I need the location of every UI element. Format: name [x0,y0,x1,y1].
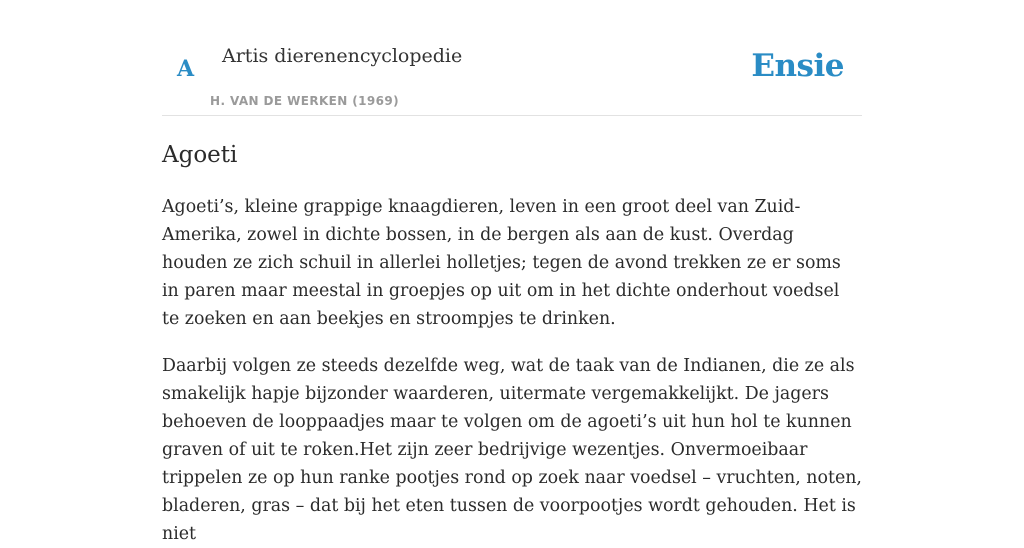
article-page [162,0,862,548]
article-paragraph: Daarbij volgen ze steeds dezelfde weg, wat de taak van de Indianen, die ze als smakelijk hapje bijzonder waarderen, uitermate vergemakkelijkt. De jagers behoeven de looppaadjes maar te volgen om de agoeti’s uit hun hol te kunnen graven of uit te roken.Het zijn zeer bedrijvige wezentjes. Onvermoeibaar trippelen ze op hun ranke pootjes rond op zoek naar voedsel – vruchten, noten, bladeren, gras – dat bij het eten tussen de voorpootjes wordt gehouden. Het is niet [162,356,862,544]
index-letter[interactable]: A [177,56,195,82]
article-title: Agoeti [162,142,238,168]
brand-logo[interactable]: Ensie [751,48,844,84]
book-title[interactable]: Artis dierenencyclopedie [222,45,463,67]
article-paragraph: Agoeti’s, kleine grappige knaagdieren, leven in een groot deel van Zuid-Amerika, zowel in dichte bossen, in de bergen als aan de kust. Overdag houden ze zich schuil in allerlei holletjes; tegen de avond trekken ze er soms in paren maar meestal in groepjes op uit om in het dichte onderhout voedsel te zoeken en aan beekjes en stroompjes te drinken. [162,197,841,329]
header [162,0,862,116]
book-author: H. VAN DE WERKEN (1969) [210,94,400,108]
